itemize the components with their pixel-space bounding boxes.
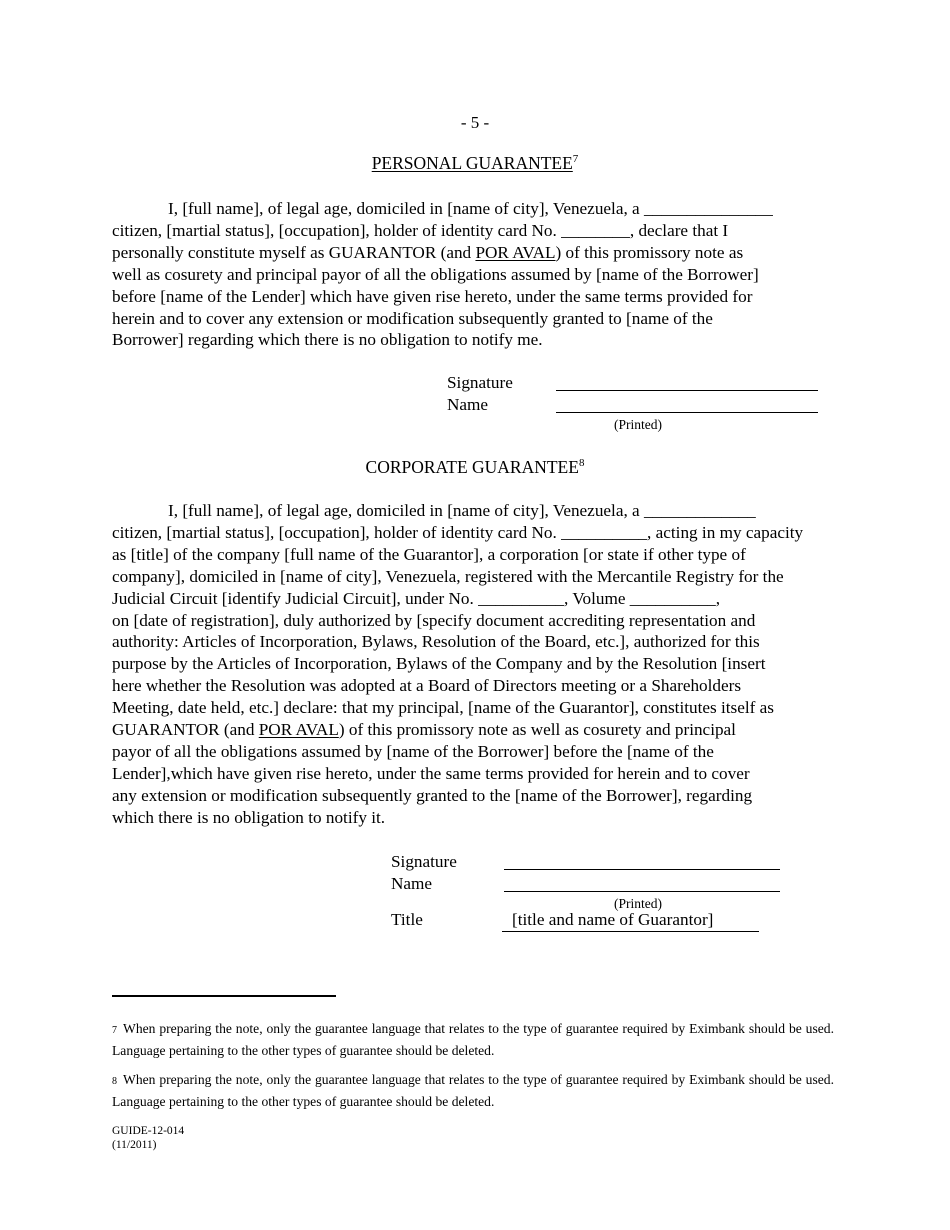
corporate-title-line[interactable] [502, 931, 759, 932]
text-line: payor of all the obligations assumed by [name of the Borrower] before the [name of the [112, 741, 714, 761]
corporate-name-line[interactable] [504, 891, 780, 892]
personal-signature-line[interactable] [556, 390, 818, 391]
por-aval: POR AVAL [475, 242, 556, 262]
guide-date: (11/2011) [112, 1139, 157, 1151]
corporate-guarantee-heading [0, 457, 950, 478]
personal-guarantee-text [112, 198, 834, 351]
personal-name-line[interactable] [556, 412, 818, 413]
text-line: purpose by the Articles of Incorporation, Bylaws of the Company and by the Resolution [insert [112, 654, 766, 674]
text-line: Lender],which have given rise hereto, under the same terms provided for herein and to cover [112, 763, 750, 783]
text-line: well as cosurety and principal payor of all the obligations assumed by [name of the Borrower] [112, 264, 759, 284]
personal-name-label: Name [447, 395, 489, 414]
guide-number: GUIDE-12-014 [112, 1125, 185, 1137]
personal-guarantee-title: PERSONAL GUARANTEE [371, 153, 573, 173]
corporate-title-value: [title and name of Guarantor] [512, 910, 714, 929]
text-line: any extension or modification subsequently granted to the [name of the Borrower], regarding [112, 785, 753, 805]
text-line: herein and to cover any extension or modification subsequently granted to [name of the [112, 308, 713, 328]
footnote-text: When preparing the note, only the guarantee language that relates to the type of guarantee required by Eximbank should be used. Language pertaining to the other types of guarantee should be deleted. [112, 1021, 834, 1058]
footnote-text: When preparing the note, only the guarantee language that relates to the type of guarantee required by Eximbank should be used. Language pertaining to the other types of guarantee should be deleted. [112, 1072, 834, 1109]
corporate-signature-line[interactable] [504, 869, 780, 870]
corporate-title-label: Title [391, 910, 423, 929]
personal-guarantee-heading [0, 153, 950, 174]
text-line: personally constitute myself as GUARANTOR (and POR AVAL) of this promissory note as [112, 242, 744, 262]
footnote-number: 8 [112, 1076, 117, 1087]
text-line: Judicial Circuit [identify Judicial Circuit], under No. __________, Volume __________, [112, 588, 721, 608]
text-line: authority: Articles of Incorporation, Bylaws, Resolution of the Board, etc.], authorized for this [112, 632, 760, 652]
text-line: before [name of the Lender] which have given rise hereto, under the same terms provided for [112, 286, 753, 306]
text-line: Meeting, date held, etc.] declare: that my principal, [name of the Guarantor], constitutes itself as [112, 698, 774, 718]
text-line: I, [full name], of legal age, domiciled in [name of city], Venezuela, a _______________ [168, 199, 773, 218]
footnote-divider [112, 995, 336, 997]
text-line: GUARANTOR (and POR AVAL) of this promissory note as well as cosurety and principal [112, 720, 736, 740]
text-line: citizen, [martial status], [occupation], holder of identity card No. __________, acting in my capacity [112, 522, 804, 542]
document-id [112, 1124, 184, 1152]
page-number: - 5 - [460, 113, 490, 132]
corporate-name-label: Name [391, 874, 433, 893]
footnote-ref-7: 7 [572, 153, 579, 166]
personal-printed-label: (Printed) [614, 417, 662, 432]
text-line: on [date of registration], duly authorized by [specify document accrediting representation and [112, 610, 756, 630]
por-aval: POR AVAL [258, 720, 339, 740]
text-line: company], domiciled in [name of city], Venezuela, registered with the Mercantile Registry for the [112, 566, 784, 586]
footnote-number: 7 [112, 1025, 117, 1036]
footnote-ref-8: 8 [578, 457, 585, 470]
corporate-guarantee-text [112, 500, 834, 829]
text-line: as [title] of the company [full name of the Guarantor], a corporation [or state if other type of [112, 544, 746, 564]
footnote-7 [112, 1019, 834, 1060]
text-line: I, [full name], of legal age, domiciled in [name of city], Venezuela, a _____________ [168, 501, 756, 520]
text-line: here whether the Resolution was adopted at a Board of Directors meeting or a Shareholders [112, 676, 742, 696]
text-line: Borrower] regarding which there is no obligation to notify me. [112, 330, 543, 350]
footnote-8 [112, 1070, 834, 1111]
corporate-signature-label: Signature [391, 852, 457, 871]
text-line: citizen, [martial status], [occupation], holder of identity card No. ________, declare that I [112, 220, 729, 240]
corporate-guarantee-title: CORPORATE GUARANTEE [365, 457, 579, 477]
text-line: which there is no obligation to notify it. [112, 807, 386, 827]
personal-signature-label: Signature [447, 373, 513, 392]
corporate-printed-label: (Printed) [614, 896, 662, 911]
